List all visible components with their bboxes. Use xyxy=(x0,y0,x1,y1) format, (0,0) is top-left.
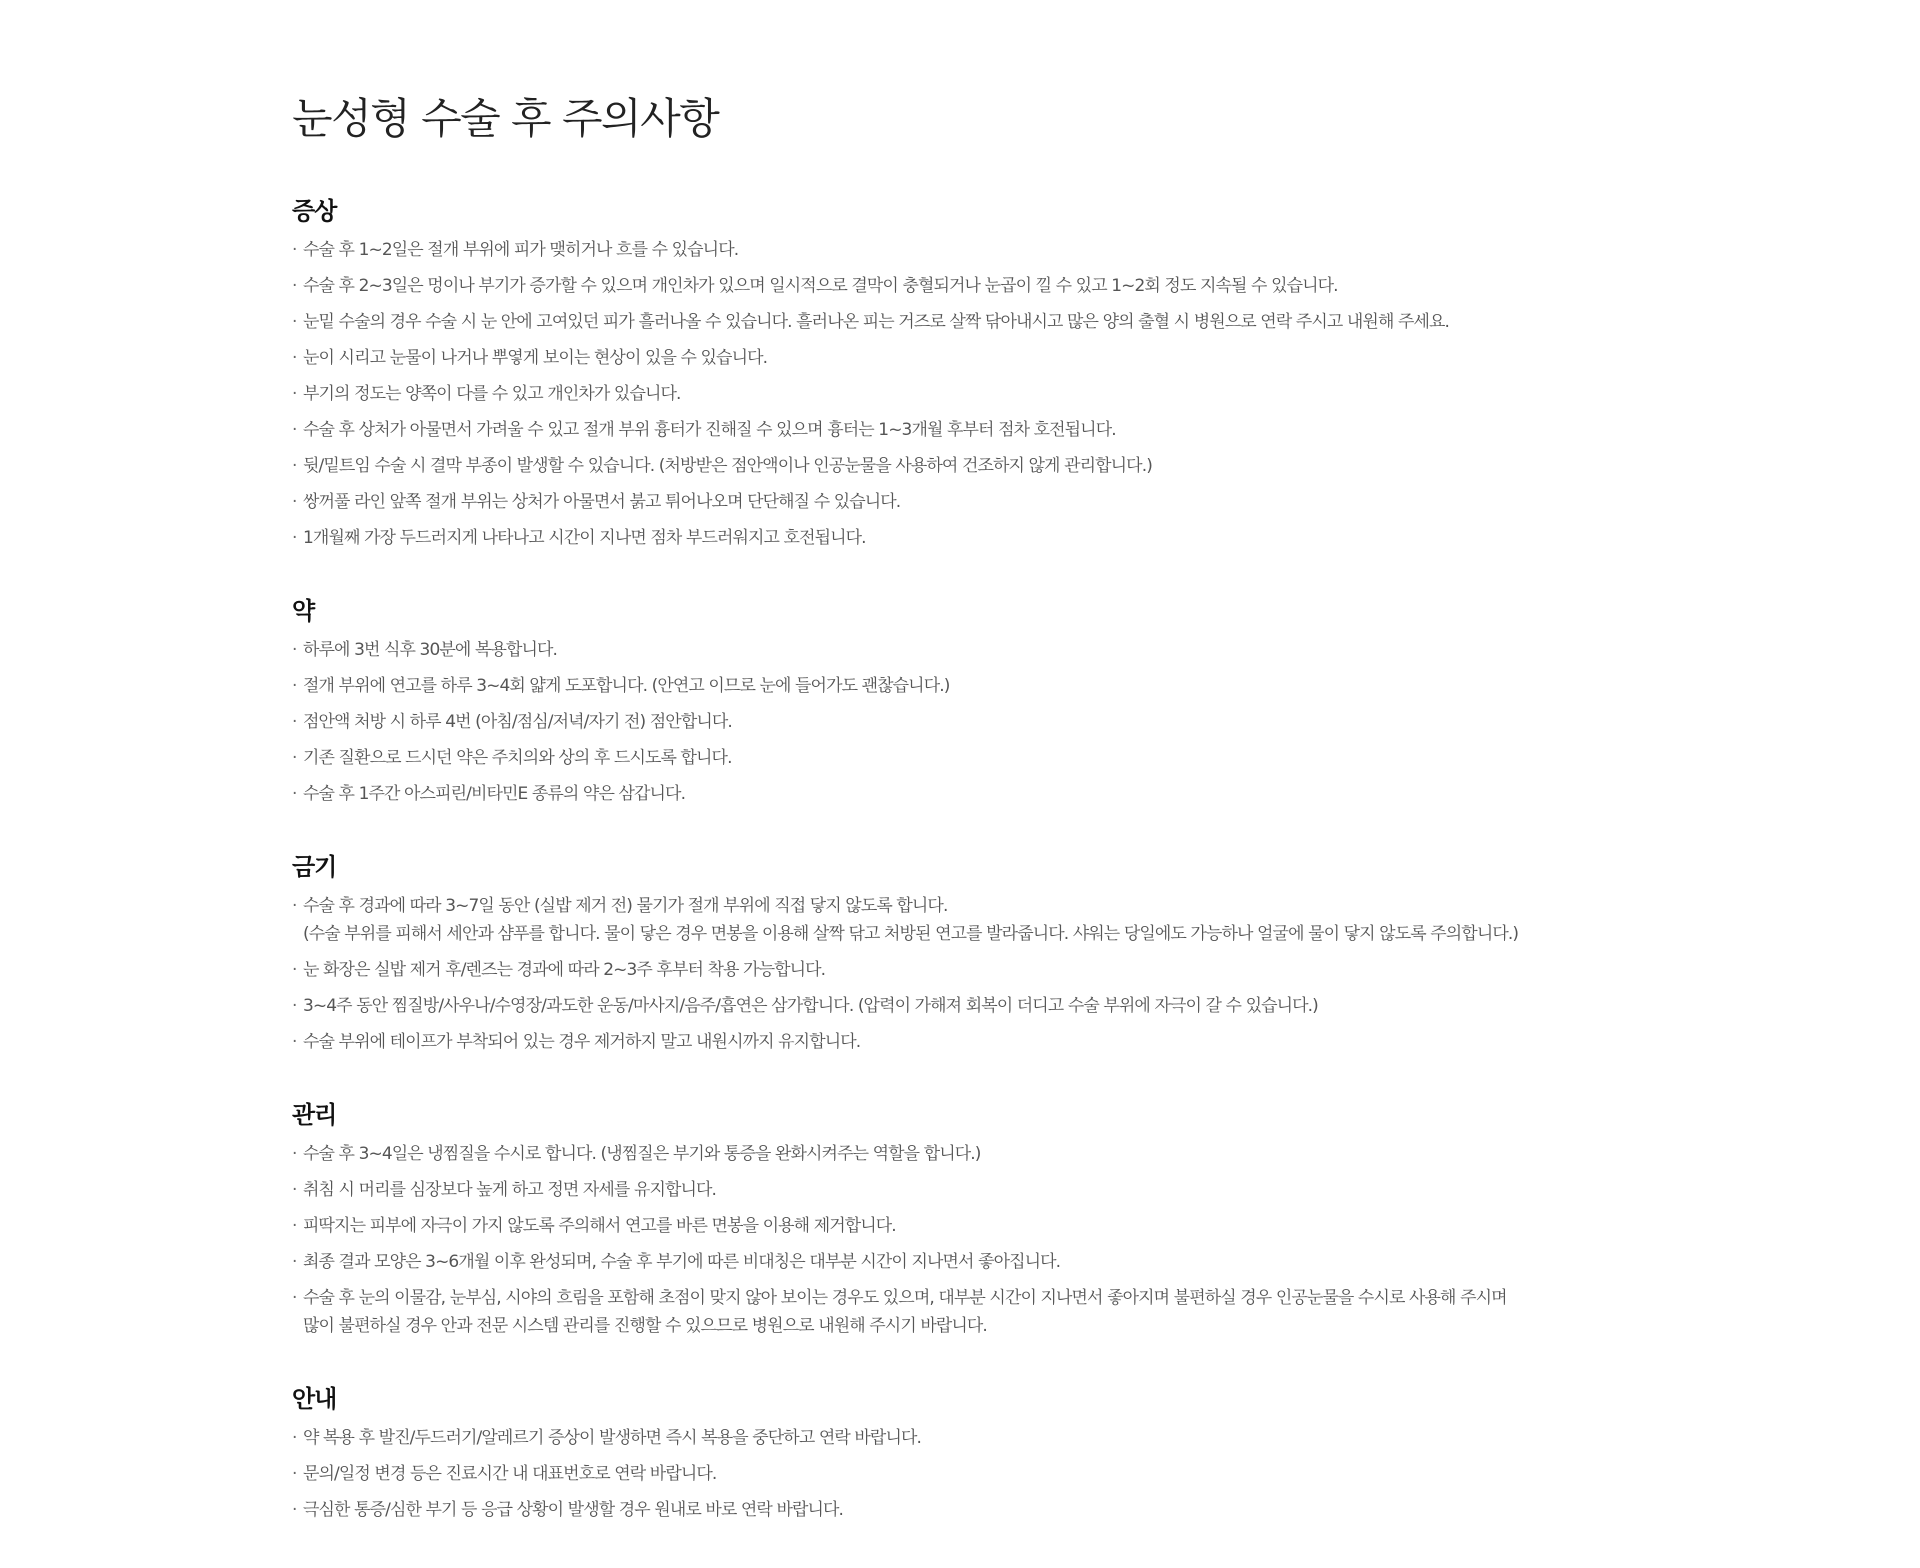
list-item-text: 뒷/밑트임 수술 시 결막 부종이 발생할 수 있습니다. (처방받은 점안액이나 인공눈물을 사용하여 건조하지 않게 관리합니다.) xyxy=(303,456,1152,476)
bullet-list xyxy=(292,1140,1652,1340)
section-title: 금기 xyxy=(292,853,337,881)
section xyxy=(292,194,1652,552)
page-title: 눈성형 수술 후 주의사항 xyxy=(292,94,719,143)
bullet-list xyxy=(292,1424,1652,1524)
list-item xyxy=(292,380,1652,408)
list-item-text: 수술 후 2~3일은 멍이나 부기가 증가할 수 있으며 개인차가 있으며 일시적으로 결막이 충혈되거나 눈곱이 낄 수 있고 1~2회 정도 지속될 수 있습니다. xyxy=(303,276,1338,296)
list-item xyxy=(292,1496,1652,1524)
list-item-text: 절개 부위에 연고를 하루 3~4회 얇게 도포합니다. (안연고 이므로 눈에 들어가도 괜찮습니다.) xyxy=(303,676,950,696)
list-item-text: 수술 부위에 테이프가 부착되어 있는 경우 제거하지 말고 내원시까지 유지합니다. xyxy=(303,1032,861,1052)
section xyxy=(292,1098,1652,1340)
list-item-text: 최종 결과 모양은 3~6개월 이후 완성되며, 수술 후 부기에 따른 비대칭은 대부분 시간이 지나면서 좋아집니다. xyxy=(303,1252,1061,1272)
list-item xyxy=(292,1460,1652,1488)
list-item-text: 하루에 3번 식후 30분에 복용합니다. xyxy=(303,640,558,660)
list-item xyxy=(292,1424,1652,1452)
section xyxy=(292,1382,1652,1524)
bullet-list xyxy=(292,892,1652,1056)
list-item xyxy=(292,488,1652,516)
list-item-text: 수술 후 1~2일은 절개 부위에 피가 맺히거나 흐를 수 있습니다. xyxy=(303,240,739,260)
list-item-text: 3~4주 동안 찜질방/사우나/수영장/과도한 운동/마사지/음주/흡연은 삼가합니다. (압력이 가해져 회복이 더디고 수술 부위에 자극이 갈 수 있습니다.) xyxy=(303,996,1318,1016)
list-item xyxy=(292,452,1652,480)
list-item xyxy=(292,992,1652,1020)
list-item xyxy=(292,1028,1652,1056)
list-item xyxy=(292,636,1652,664)
list-item xyxy=(292,1176,1652,1204)
list-item-text: 수술 후 경과에 따라 3~7일 동안 (실밥 제거 전) 물기가 절개 부위에 직접 닿지 않도록 합니다. xyxy=(303,896,948,916)
section-title: 약 xyxy=(292,597,315,625)
section xyxy=(292,594,1652,808)
list-item xyxy=(292,1140,1652,1168)
section xyxy=(292,850,1652,1056)
list-item xyxy=(292,236,1652,264)
list-item xyxy=(292,344,1652,372)
list-item-text: 수술 후 3~4일은 냉찜질을 수시로 합니다. (냉찜질은 부기와 통증을 완화시켜주는 역할을 합니다.) xyxy=(303,1144,981,1164)
list-item xyxy=(292,524,1652,552)
sections-container xyxy=(292,194,1652,1524)
list-item-text: 쌍꺼풀 라인 앞쪽 절개 부위는 상처가 아물면서 붉고 튀어나오며 단단해질 수 있습니다. xyxy=(303,492,901,512)
list-item xyxy=(292,956,1652,984)
list-item-text: 1개월째 가장 두드러지게 나타나고 시간이 지나면 점차 부드러워지고 호전됩니다. xyxy=(303,528,866,548)
list-item-text: 약 복용 후 발진/두드러기/알레르기 증상이 발생하면 즉시 복용을 중단하고 연락 바랍니다. xyxy=(303,1428,921,1448)
list-item-text: 수술 후 눈의 이물감, 눈부심, 시야의 흐림을 포함해 초점이 맞지 않아 보이는 경우도 있으며, 대부분 시간이 지나면서 좋아지며 불편하실 경우 인공눈물을 수시로 사용해 주시며 xyxy=(303,1288,1507,1308)
list-item-text: 문의/일정 변경 등은 진료시간 내 대표번호로 연락 바랍니다. xyxy=(303,1464,717,1484)
list-item xyxy=(292,708,1652,736)
list-item-text: 수술 후 상처가 아물면서 가려울 수 있고 절개 부위 흉터가 진해질 수 있으며 흉터는 1~3개월 후부터 점차 호전됩니다. xyxy=(303,420,1116,440)
bullet-list xyxy=(292,636,1652,808)
list-item-text: 피딱지는 피부에 자극이 가지 않도록 주의해서 연고를 바른 면봉을 이용해 제거합니다. xyxy=(303,1216,896,1236)
list-item-continuation: 많이 불편하실 경우 안과 전문 시스템 관리를 진행할 수 있으므로 병원으로 내원해 주시기 바랍니다. xyxy=(303,1316,987,1336)
list-item-text: 점안액 처방 시 하루 4번 (아침/점심/저녁/자기 전) 점안합니다. xyxy=(303,712,732,732)
list-item-text: 수술 후 1주간 아스피린/비타민E 종류의 약은 삼갑니다. xyxy=(303,784,686,804)
list-item-text: 극심한 통증/심한 부기 등 응급 상황이 발생할 경우 원내로 바로 연락 바랍니다. xyxy=(303,1500,844,1520)
list-item xyxy=(292,1212,1652,1240)
list-item xyxy=(292,1284,1652,1340)
list-item-text: 눈 화장은 실밥 제거 후/렌즈는 경과에 따라 2~3주 후부터 착용 가능합니다. xyxy=(303,960,826,980)
list-item xyxy=(292,780,1652,808)
notice-page xyxy=(292,90,1652,1532)
list-item-text: 눈밑 수술의 경우 수술 시 눈 안에 고여있던 피가 흘러나올 수 있습니다. 흘러나온 피는 거즈로 살짝 닦아내시고 많은 양의 출혈 시 병원으로 연락 주시고 내원해 주세요. xyxy=(303,312,1450,332)
list-item-text: 기존 질환으로 드시던 약은 주치의와 상의 후 드시도록 합니다. xyxy=(303,748,732,768)
list-item-continuation: (수술 부위를 피해서 세안과 샴푸를 합니다. 물이 닿은 경우 면봉을 이용해 살짝 닦고 처방된 연고를 발라줍니다. 샤워는 당일에도 가능하나 얼굴에 물이 닿지 않도록 주의합니다.) xyxy=(303,924,1519,944)
list-item xyxy=(292,1248,1652,1276)
list-item xyxy=(292,272,1652,300)
list-item-text: 부기의 정도는 양쪽이 다를 수 있고 개인차가 있습니다. xyxy=(303,384,681,404)
list-item xyxy=(292,308,1652,336)
section-title: 증상 xyxy=(292,197,337,225)
list-item xyxy=(292,892,1652,948)
list-item xyxy=(292,672,1652,700)
list-item-text: 눈이 시리고 눈물이 나거나 뿌옇게 보이는 현상이 있을 수 있습니다. xyxy=(303,348,768,368)
list-item xyxy=(292,416,1652,444)
section-title: 관리 xyxy=(292,1101,337,1129)
section-title: 안내 xyxy=(292,1385,337,1413)
list-item xyxy=(292,744,1652,772)
bullet-list xyxy=(292,236,1652,552)
list-item-text: 취침 시 머리를 심장보다 높게 하고 정면 자세를 유지합니다. xyxy=(303,1180,717,1200)
